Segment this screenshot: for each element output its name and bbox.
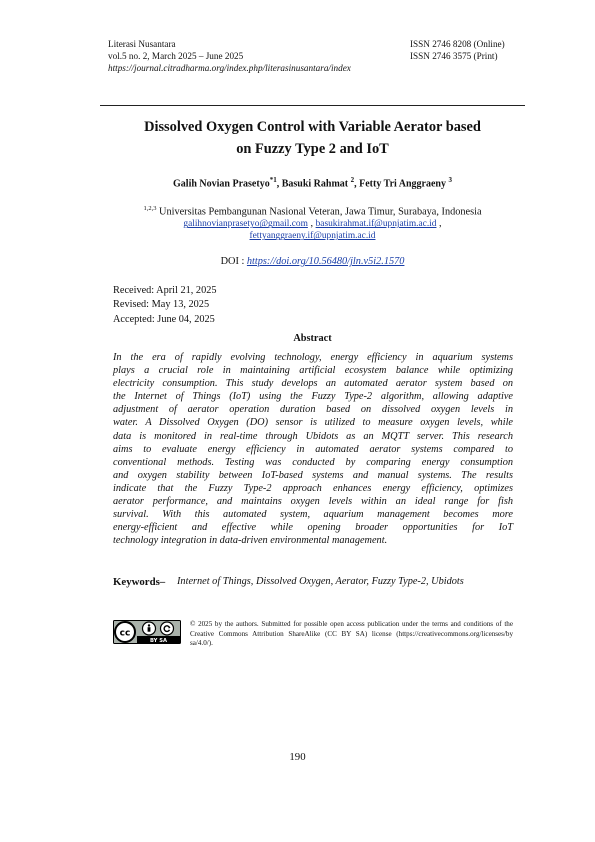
keywords-label: Keywords– <box>113 576 166 588</box>
title-line-1: Dissolved Oxygen Control with Variable Aerator based <box>144 119 481 135</box>
abstract-line: data is monitored in real-time through Ubidots as an MQTT server. This research <box>113 430 513 442</box>
paper-title <box>100 116 525 160</box>
author-name: Fetty Tri Anggraeny <box>359 178 446 190</box>
submission-dates <box>113 284 217 327</box>
author-sup: 3 <box>448 176 452 184</box>
abstract-line: energy-efficient and effective while opening broader opportunities for IoT <box>113 522 513 534</box>
journal-name: Literasi Nusantara <box>108 39 176 49</box>
abstract-heading: Abstract <box>293 333 332 344</box>
abstract-line: the Internet of Things (IoT) using the Fuzzy Type-2 algorithm, allowing adaptive <box>113 391 513 403</box>
svg-text:cc: cc <box>119 628 131 639</box>
issn-online: ISSN 2746 8208 (Online) <box>410 39 505 49</box>
abstract-body <box>113 351 513 547</box>
journal-volume: vol.5 no. 2, March 2025 – June 2025 <box>108 51 244 62</box>
abstract-line: indicate that the Fuzzy Type-2 approach enhances energy efficiency, optimizes <box>113 482 513 494</box>
cc-badge-text: BY SA <box>150 638 167 644</box>
author-email[interactable]: fettyanggraeny.if@upnjatim.ac.id <box>249 231 376 242</box>
affiliation-text: Universitas Pembangunan Nasional Veteran, Jawa Timur, Surabaya, Indonesia <box>159 206 482 218</box>
author-sup: 2 <box>350 176 355 184</box>
abstract-line: aims to evaluate energy efficiency in automated aerator systems compared to <box>113 443 513 455</box>
license-text: © 2025 by the authors. Submitted for possible open access publication under the terms and conditions of the Creative Commons Attribution ShareAlike (CC BY SA) license (https://creativecommons.org/licenses/by sa/4.0/). <box>190 620 513 648</box>
abstract-line: adjustment of aerator operation duration based on dissolved oxygen levels in <box>113 404 513 416</box>
affiliation-sup: 1,2,3 <box>143 205 157 212</box>
author-name: Galih Novian Prasetyo <box>173 178 270 190</box>
accepted-date: Accepted: June 04, 2025 <box>113 313 215 325</box>
abstract-line: water. A Dissolved Oxygen (DO) sensor is utilized to measure oxygen levels, while <box>113 417 513 429</box>
keywords-text: Internet of Things, Dissolved Oxygen, Aerator, Fuzzy Type-2, Ubidots <box>177 576 464 587</box>
author-email[interactable]: galihnovianprasetyo@gmail.com <box>183 219 308 230</box>
doi-line <box>100 256 525 267</box>
received-date: Received: April 21, 2025 <box>113 285 217 296</box>
abstract-line: aerator performance, and maintains oxygen levels within an ideal range for fish <box>113 496 513 508</box>
journal-url[interactable]: https://journal.citradharma.org/index.php/literasinusantara/index <box>108 63 351 74</box>
doi-link[interactable]: https://doi.org/10.56480/jln.v5i2.1570 <box>246 256 405 267</box>
author-sup: *1 <box>269 176 277 184</box>
abstract-line: survival. With this automated system, aquarium management becomes more <box>113 509 513 521</box>
author-name: Basuki Rahmat <box>281 178 349 190</box>
abstract-line: In the era of rapidly evolving technology, energy efficiency in aquarium systems <box>113 352 513 363</box>
header-divider <box>100 105 525 106</box>
author-list: Galih Novian Prasetyo$^{*1}$, Basuki Rahmat $^2$, Fetty Tri Anggraeny $^3$ <box>173 176 452 190</box>
revised-date: Revised: May 13, 2025 <box>113 299 210 311</box>
abstract-line: electricity consumption. This study develops an automated aerator system based on <box>113 378 513 390</box>
running-header-left <box>108 38 351 75</box>
doi-label: DOI : <box>220 256 245 267</box>
issn-print: ISSN 2746 3575 (Print) <box>410 51 498 62</box>
affiliation-block: $^{1,2,3}$ Universitas Pembangunan Nasional Veteran, Jawa Timur, Surabaya, Indonesia galihnovianprasetyo@gmail.com , basukirahmat.if@upnjatim.ac.id , fettyanggraeny.if@upnjatim.ac.id <box>143 205 482 242</box>
abstract-line: and oxygen stability between IoT-based systems and manual systems. The results <box>113 469 513 481</box>
page-number: 190 <box>289 751 306 763</box>
abstract-line: conventional methods. Testing was conducted by comparing energy consumption <box>113 456 513 468</box>
author-email[interactable]: basukirahmat.if@upnjatim.ac.id <box>315 219 437 230</box>
abstract-line: plays a crucial role in maintaining artificial ecosystem balance while optimizing <box>113 365 513 377</box>
title-line-2: on Fuzzy Type 2 and IoT <box>236 141 389 157</box>
abstract-line: technology integration in data-driven environmental management. <box>113 535 388 547</box>
running-header-right <box>410 38 505 62</box>
cc-by-sa-license-icon[interactable] <box>113 620 181 644</box>
